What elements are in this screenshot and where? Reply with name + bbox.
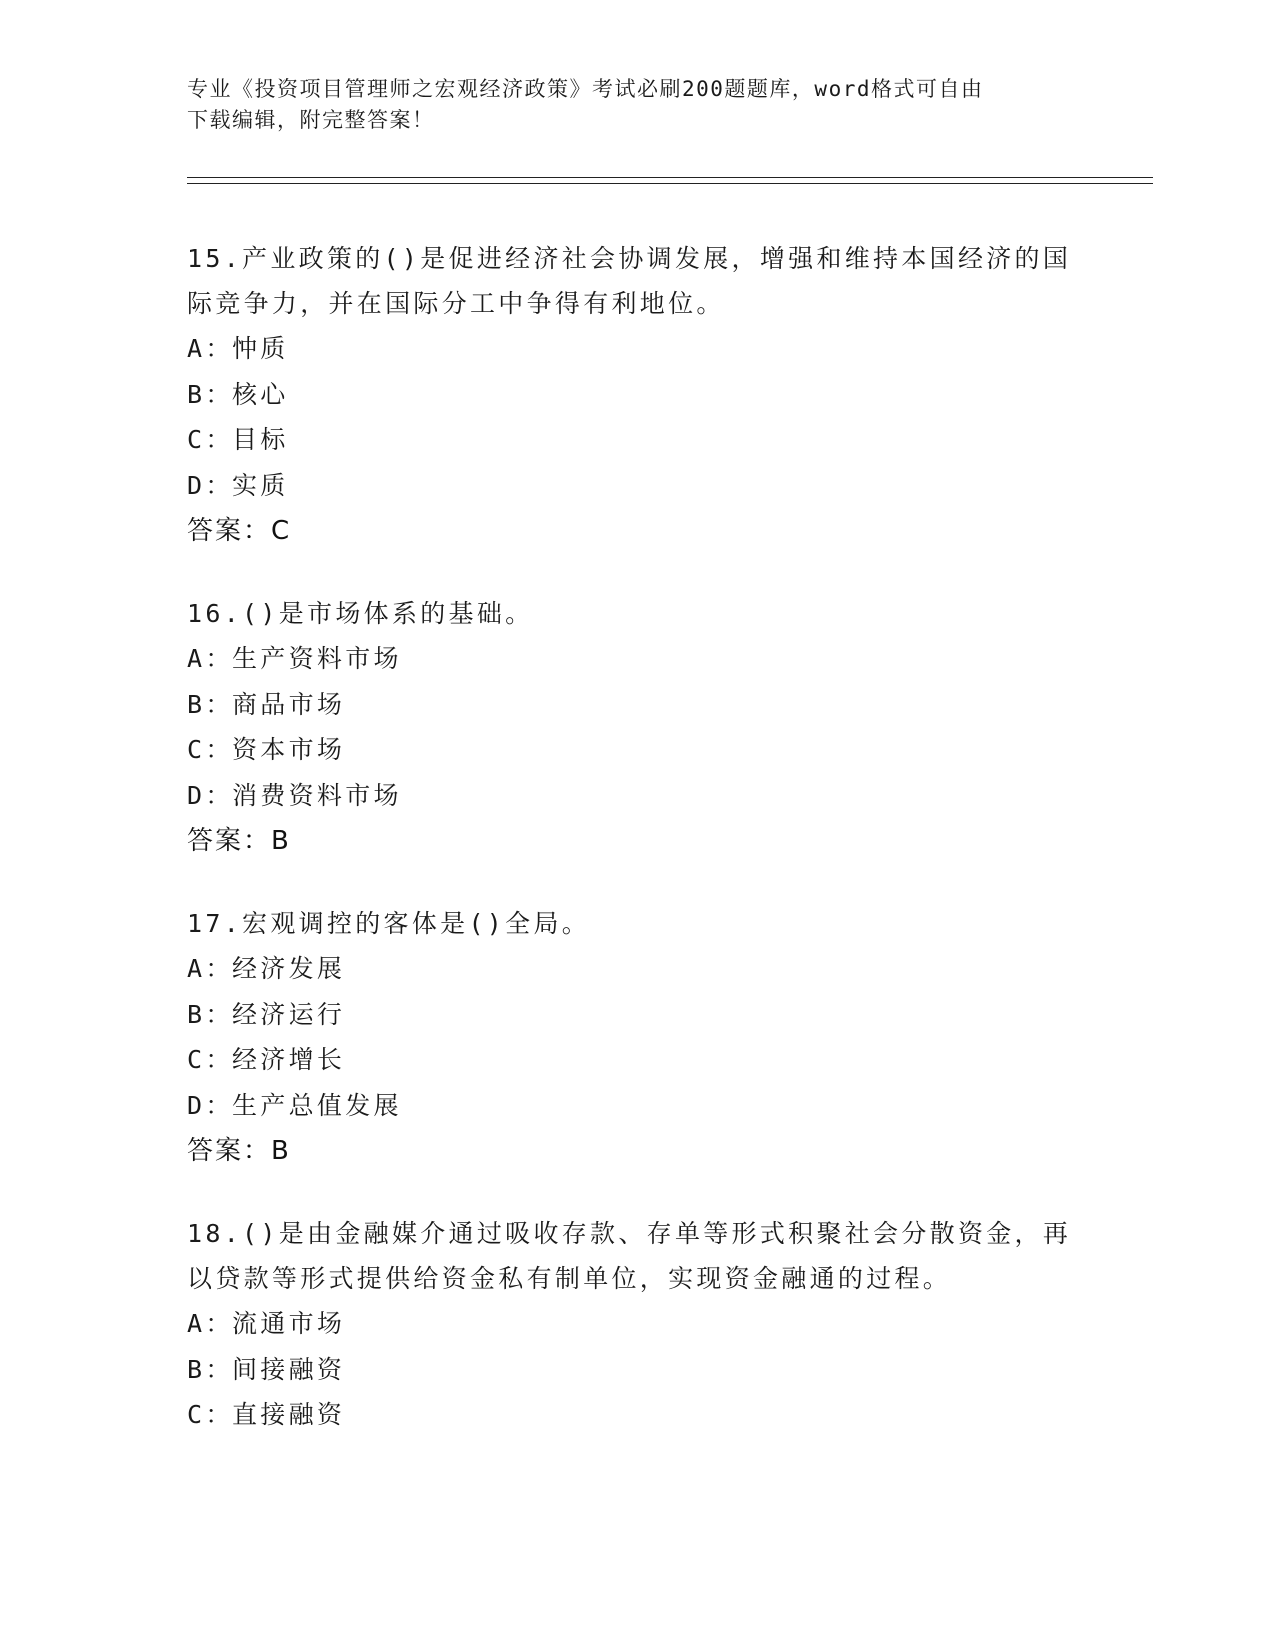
option-a (187, 946, 1087, 992)
option-text: 直接融资 (232, 1400, 346, 1429)
option-c (187, 727, 1087, 773)
question-stem-line: 17.宏观调控的客体是()全局。 (187, 909, 591, 938)
option-a (187, 636, 1087, 682)
option-letter: C： (187, 1400, 234, 1429)
option-a (187, 326, 1087, 372)
option-letter: B： (187, 1354, 234, 1384)
option-text: 间接融资 (232, 1354, 346, 1384)
question-stem-line: 以贷款等形式提供给资金私有制单位，实现资金融通的过程。 (187, 1264, 952, 1293)
option-letter: B： (187, 999, 234, 1029)
option-letter: A： (187, 334, 234, 363)
option-text: 核心 (232, 379, 289, 409)
option-letter: B： (187, 689, 234, 719)
option-text: 商品市场 (232, 689, 346, 719)
option-c (187, 1392, 1087, 1438)
option-text: 经济发展 (232, 954, 346, 983)
option-letter: A： (187, 644, 234, 673)
question-16 (187, 591, 1087, 864)
question-18 (187, 1211, 1087, 1438)
option-b (187, 682, 1087, 728)
header-rule-top (187, 177, 1153, 178)
question-stem (187, 236, 1087, 326)
option-letter: C： (187, 425, 234, 454)
option-d (187, 1083, 1087, 1129)
answer-line: 答案：B (187, 826, 291, 856)
option-text: 忡质 (232, 334, 289, 363)
option-b (187, 1347, 1087, 1393)
option-c (187, 417, 1087, 463)
question-stem (187, 901, 1087, 946)
option-letter: C： (187, 1045, 234, 1074)
option-text: 流通市场 (232, 1309, 346, 1338)
option-b (187, 992, 1087, 1038)
document-header (187, 74, 1067, 136)
header-rule-bottom (187, 183, 1153, 184)
option-d (187, 773, 1087, 819)
option-text: 实质 (232, 470, 289, 500)
option-text: 经济运行 (232, 999, 346, 1029)
option-text: 资本市场 (232, 735, 346, 764)
option-d (187, 463, 1087, 509)
question-stem (187, 1211, 1087, 1301)
answer-line: 答案：B (187, 1136, 291, 1166)
option-letter: D： (187, 1090, 234, 1120)
option-text: 生产总值发展 (232, 1090, 402, 1120)
question-stem-line: 15.产业政策的()是促进经济社会协调发展，增强和维持本国经济的国 (187, 244, 1072, 273)
option-text: 消费资料市场 (232, 780, 402, 810)
option-letter: D： (187, 780, 234, 810)
option-a (187, 1301, 1087, 1347)
header-line-2: 下载编辑，附完整答案！ (187, 108, 435, 132)
option-letter: D： (187, 470, 234, 500)
option-b (187, 372, 1087, 418)
option-letter: C： (187, 735, 234, 764)
question-17 (187, 901, 1087, 1174)
option-letter: A： (187, 954, 234, 983)
question-15 (187, 236, 1087, 554)
option-letter: A： (187, 1309, 234, 1338)
option-c (187, 1037, 1087, 1083)
option-text: 经济增长 (232, 1045, 346, 1074)
question-stem-line: 际竞争力，并在国际分工中争得有利地位。 (187, 289, 725, 318)
header-line-1: 专业《投资项目管理师之宏观经济政策》考试必刷200题题库，word格式可自由 (187, 77, 984, 101)
option-text: 目标 (232, 425, 289, 454)
option-text: 生产资料市场 (232, 644, 402, 673)
question-stem (187, 591, 1087, 636)
question-list (187, 236, 1087, 1475)
question-stem-line: 16.()是市场体系的基础。 (187, 599, 534, 628)
answer-line: 答案：C (187, 516, 292, 546)
question-stem-line: 18.()是由金融媒介通过吸收存款、存单等形式积聚社会分散资金，再 (187, 1219, 1072, 1248)
option-letter: B： (187, 379, 234, 409)
